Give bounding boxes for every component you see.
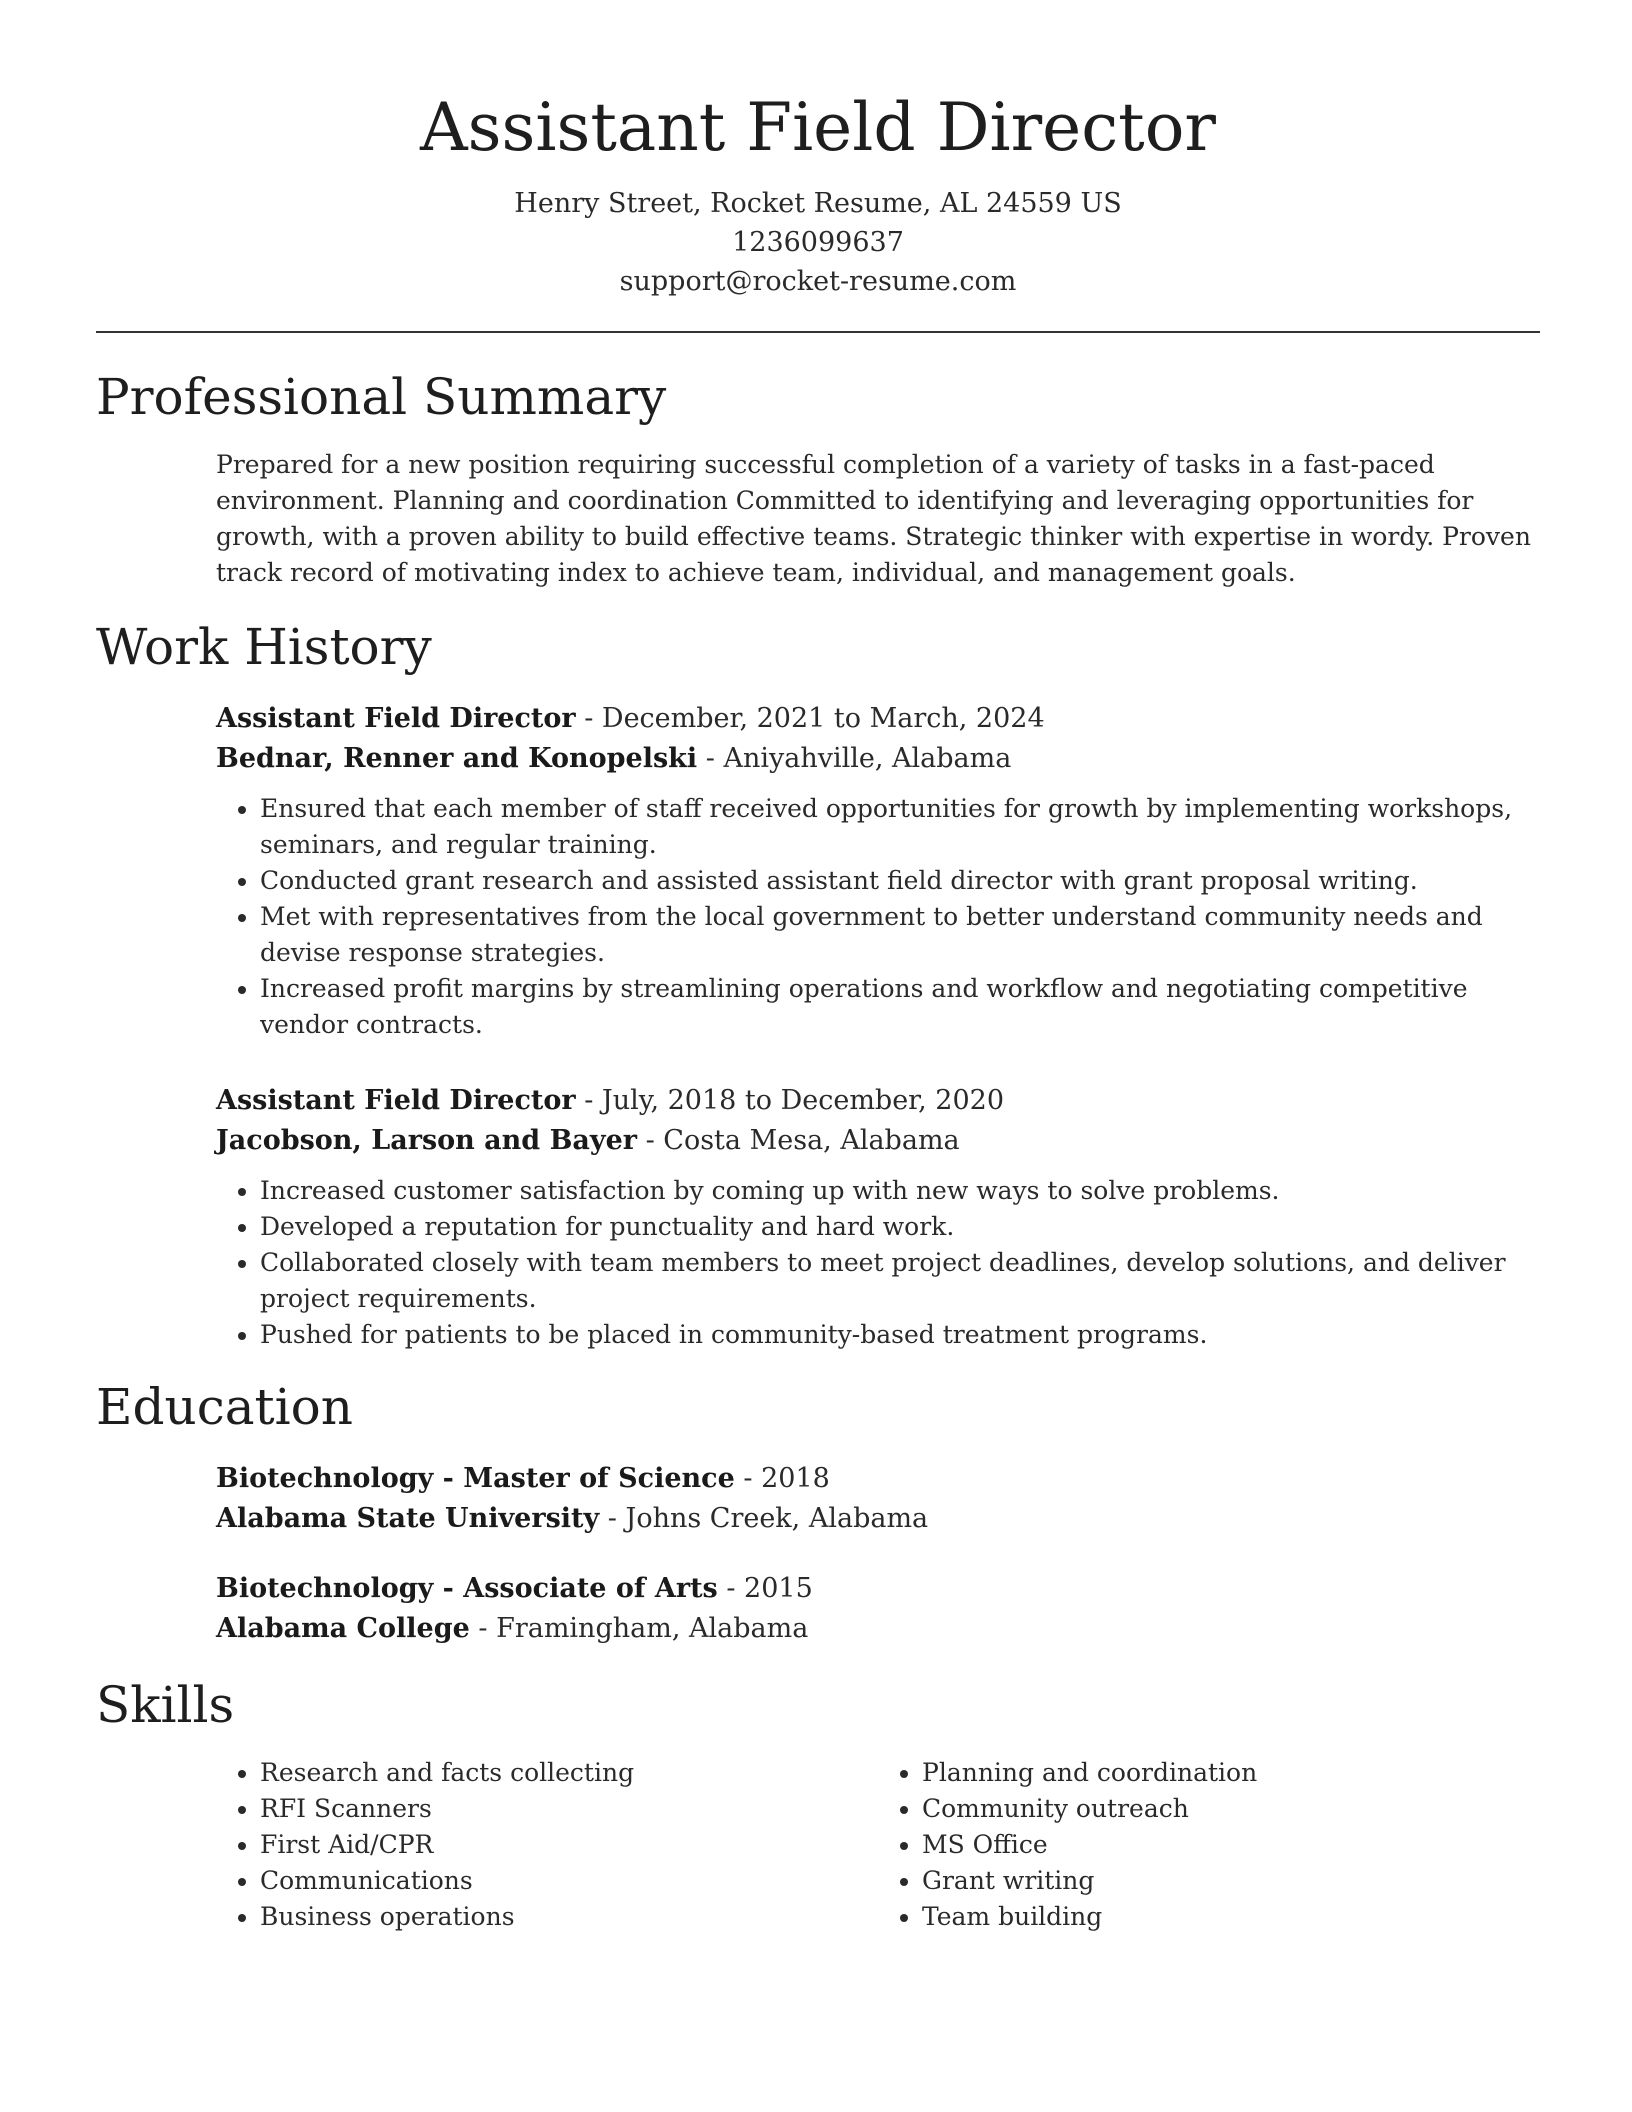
skills-columns (216, 1755, 1540, 1935)
education-degree-line (216, 1569, 1540, 1609)
skills-list-left (216, 1755, 878, 1935)
section-title-work-history: Work History (96, 618, 432, 676)
job-bullet: • Collaborated closely with team members to meet project deadlines, develop solutions, and deliver project requirements. (260, 1245, 1540, 1317)
header-divider (96, 331, 1540, 333)
job-bullet: • Ensured that each member of staff received opportunities for growth by implementing workshops, seminars, and regular training. (260, 791, 1540, 863)
skill-item: • Research and facts collecting (260, 1755, 878, 1791)
skill-item: • RFI Scanners (260, 1791, 878, 1827)
education-year: - 2018 (734, 1463, 830, 1494)
skill-item: • Business operations (260, 1899, 878, 1935)
education-school: Alabama State University (216, 1503, 600, 1534)
skill-item: • Planning and coordination (922, 1755, 1540, 1791)
job-bullet: • Increased customer satisfaction by coming up with new ways to solve problems. (260, 1173, 1540, 1209)
resume-header (96, 0, 1540, 301)
skill-item: • First Aid/CPR (260, 1827, 878, 1863)
education-year: - 2015 (717, 1573, 813, 1604)
job-dates: - July, 2018 to December, 2020 (575, 1085, 1005, 1116)
education-school-line (216, 1499, 1540, 1539)
job-company-line (216, 1121, 1540, 1161)
job-bullet: • Met with representatives from the local government to better understand community needs and devise response strategies. (260, 899, 1540, 971)
education-location: - Johns Creek, Alabama (599, 1503, 929, 1534)
education-entry (216, 1459, 1540, 1539)
education-degree: Biotechnology - Associate of Arts (216, 1573, 718, 1604)
job-company: Jacobson, Larson and Bayer (216, 1125, 637, 1156)
resume-page (96, 0, 1540, 1935)
contact-email: support@rocket-resume.com (619, 266, 1017, 297)
job-company: Bednar, Renner and Konopelski (216, 743, 698, 774)
job-bullet: • Pushed for patients to be placed in community-based treatment programs. (260, 1317, 1540, 1353)
section-title-education: Education (96, 1378, 353, 1436)
section-title-summary: Professional Summary (96, 368, 667, 426)
job-role: Assistant Field Director (216, 703, 576, 734)
skills-list-right (878, 1755, 1540, 1935)
job-location: - Aniyahville, Alabama (697, 743, 1012, 774)
job-entry (216, 699, 1540, 1043)
job-bullets (216, 791, 1540, 1043)
education-degree: Biotechnology - Master of Science (216, 1463, 735, 1494)
job-bullet: • Conducted grant research and assisted assistant field director with grant proposal writing. (260, 863, 1540, 899)
job-dates: - December, 2021 to March, 2024 (575, 703, 1045, 734)
skill-item: • Team building (922, 1899, 1540, 1935)
education-school-line (216, 1609, 1540, 1649)
contact-phone: 1236099637 (732, 227, 904, 258)
job-company-line (216, 739, 1540, 779)
job-title-line (216, 1081, 1540, 1121)
skill-item: • MS Office (922, 1827, 1540, 1863)
summary-text: Prepared for a new position requiring successful completion of a variety of tasks in a fast-paced environment. Planning and coordination Committed to identifying and leveraging opportunities for growth, with a proven ability to build effective teams. Strategic thinker with expertise in wordy. Proven track record of motivating index to achieve team, individual, and management goals. (216, 450, 1531, 587)
job-entry (216, 1081, 1540, 1353)
job-bullet: • Developed a reputation for punctuality and hard work. (260, 1209, 1540, 1245)
skill-item: • Communications (260, 1863, 878, 1899)
education-school: Alabama College (216, 1613, 470, 1644)
job-bullets (216, 1173, 1540, 1353)
job-location: - Costa Mesa, Alabama (637, 1125, 960, 1156)
education-entry (216, 1569, 1540, 1649)
resume-name: Assistant Field Director (420, 89, 1216, 166)
skill-item: • Community outreach (922, 1791, 1540, 1827)
section-title-skills: Skills (96, 1676, 235, 1734)
education-location: - Framingham, Alabama (469, 1613, 809, 1644)
education-degree-line (216, 1459, 1540, 1499)
job-role: Assistant Field Director (216, 1085, 576, 1116)
contact-address: Henry Street, Rocket Resume, AL 24559 US (514, 188, 1122, 219)
job-bullet: • Increased profit margins by streamlining operations and workflow and negotiating competitive vendor contracts. (260, 971, 1540, 1043)
job-title-line (216, 699, 1540, 739)
skill-item: • Grant writing (922, 1863, 1540, 1899)
